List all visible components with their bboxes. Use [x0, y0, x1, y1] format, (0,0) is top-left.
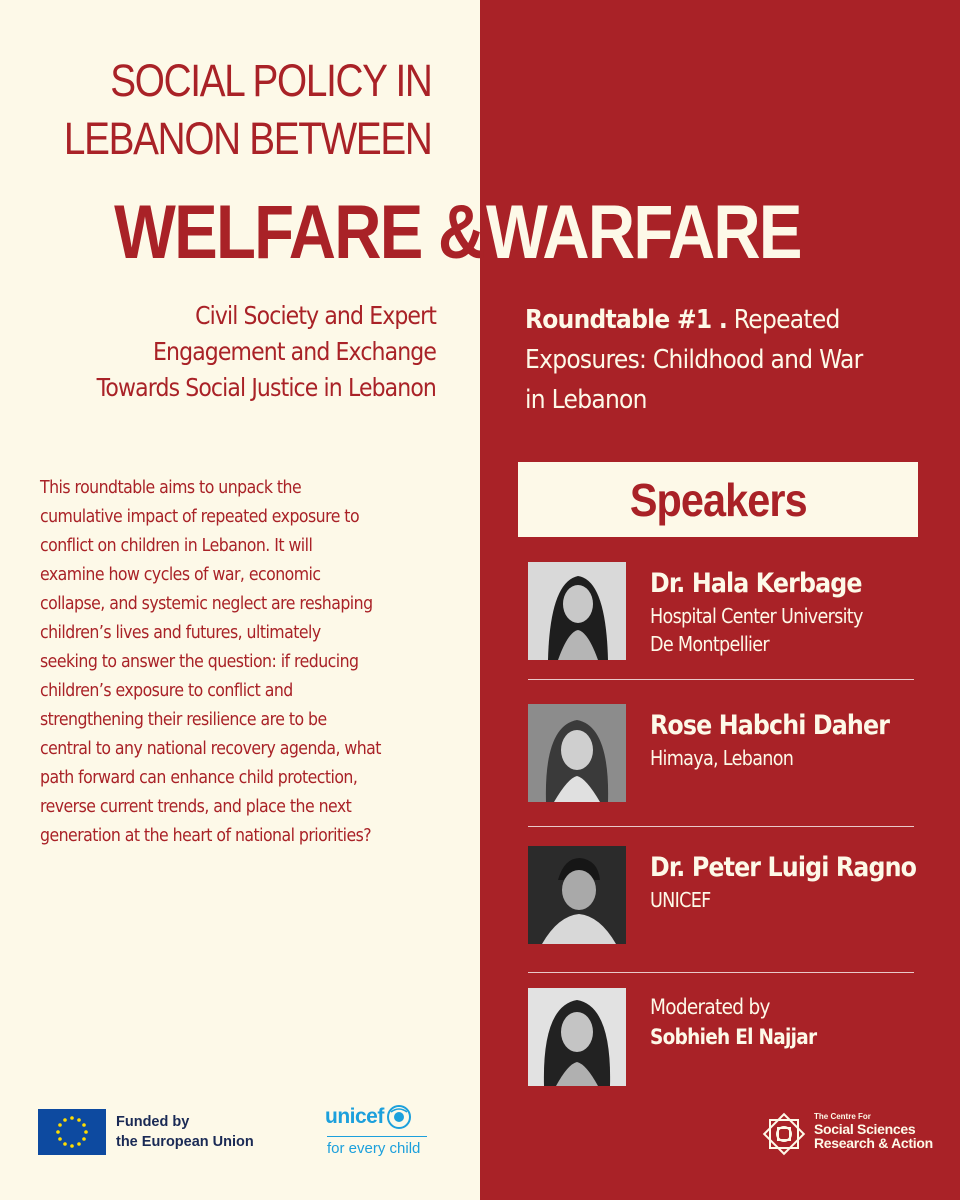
- description-line: children’s exposure to conflict and: [40, 681, 293, 701]
- arabesque-star-icon: [758, 1108, 810, 1160]
- subtitle-line: Civil Society and Expert: [195, 301, 436, 330]
- description-line: examine how cycles of war, economic: [40, 565, 321, 585]
- headline-right: WARFARE: [486, 190, 801, 275]
- subtitle-line: Towards Social Justice in Lebanon: [96, 373, 437, 402]
- speaker-photo: [528, 846, 626, 944]
- description-line: children’s lives and futures, ultimately: [40, 623, 321, 643]
- title-line: SOCIAL POLICY IN: [110, 55, 432, 106]
- unicef-tagline: for every child: [327, 1136, 427, 1158]
- centre-line: Social Sciences: [814, 1121, 916, 1137]
- divider: [528, 679, 914, 680]
- description-line: generation at the heart of national priorities?: [40, 826, 372, 846]
- eu-flag-icon: [38, 1109, 106, 1155]
- event-title: [64, 52, 432, 168]
- unicef-wordmark: unicef: [325, 1105, 384, 1128]
- description-line: seeking to answer the question: if reducing: [40, 652, 359, 672]
- unicef-globe-icon: [386, 1104, 412, 1130]
- speaker-photo: [528, 704, 626, 802]
- speaker-info: [650, 708, 922, 772]
- speaker-info: [650, 850, 952, 914]
- speaker-affiliation: UNICEF: [650, 888, 711, 912]
- centre-name: [814, 1112, 933, 1150]
- centre-line: Research & Action: [814, 1135, 933, 1151]
- speaker-affiliation: Himaya, Lebanon: [650, 746, 794, 770]
- eu-funding-text: [116, 1112, 254, 1152]
- roundtable-line: in Lebanon: [525, 385, 647, 415]
- subtitle: [0, 298, 436, 406]
- speakers-heading: Speakers: [629, 473, 807, 526]
- roundtable-label: Roundtable #1 .: [525, 305, 728, 335]
- description-line: reverse current trends, and place the next: [40, 797, 352, 817]
- speaker-name: Dr. Hala Kerbage: [650, 568, 862, 599]
- subtitle-line: Engagement and Exchange: [153, 337, 436, 366]
- speakers-heading-box: [518, 462, 918, 537]
- moderator-name: Sobhieh El Najjar: [650, 1025, 817, 1049]
- headline-left: WELFARE &: [114, 190, 484, 275]
- moderator-label: Moderated by: [650, 995, 770, 1019]
- divider: [528, 826, 914, 827]
- roundtable-title-first: Repeated: [733, 305, 840, 335]
- centre-line: The Centre For: [814, 1112, 871, 1121]
- description-line: cumulative impact of repeated exposure to: [40, 507, 360, 527]
- description-line: This roundtable aims to unpack the: [40, 478, 302, 498]
- speaker-name: Dr. Peter Luigi Ragno: [650, 852, 917, 883]
- roundtable-line: Exposures: Childhood and War: [525, 345, 863, 375]
- moderator-info: [650, 992, 839, 1052]
- eu-line: the European Union: [116, 1134, 254, 1150]
- speaker-name: Rose Habchi Daher: [650, 710, 890, 741]
- speaker-info: [650, 566, 892, 658]
- title-line: LEBANON BETWEEN: [64, 113, 432, 164]
- description-line: conflict on children in Lebanon. It will: [40, 536, 313, 556]
- description-line: strengthening their resilience are to be: [40, 710, 327, 730]
- description-line: path forward can enhance child protection,: [40, 768, 358, 788]
- roundtable-line: [525, 300, 903, 340]
- headline: [0, 188, 960, 278]
- speaker-affiliation: De Montpellier: [650, 632, 769, 656]
- description-line: collapse, and systemic neglect are reshaping: [40, 594, 373, 614]
- eu-line: Funded by: [116, 1114, 190, 1130]
- unicef-logo: [325, 1104, 412, 1130]
- roundtable-title: [525, 300, 945, 420]
- description: [40, 474, 460, 851]
- speaker-photo: [528, 562, 626, 660]
- speaker-affiliation: Hospital Center University: [650, 604, 863, 628]
- moderator-photo: [528, 988, 626, 1086]
- divider: [528, 972, 914, 973]
- description-line: central to any national recovery agenda, what: [40, 739, 381, 759]
